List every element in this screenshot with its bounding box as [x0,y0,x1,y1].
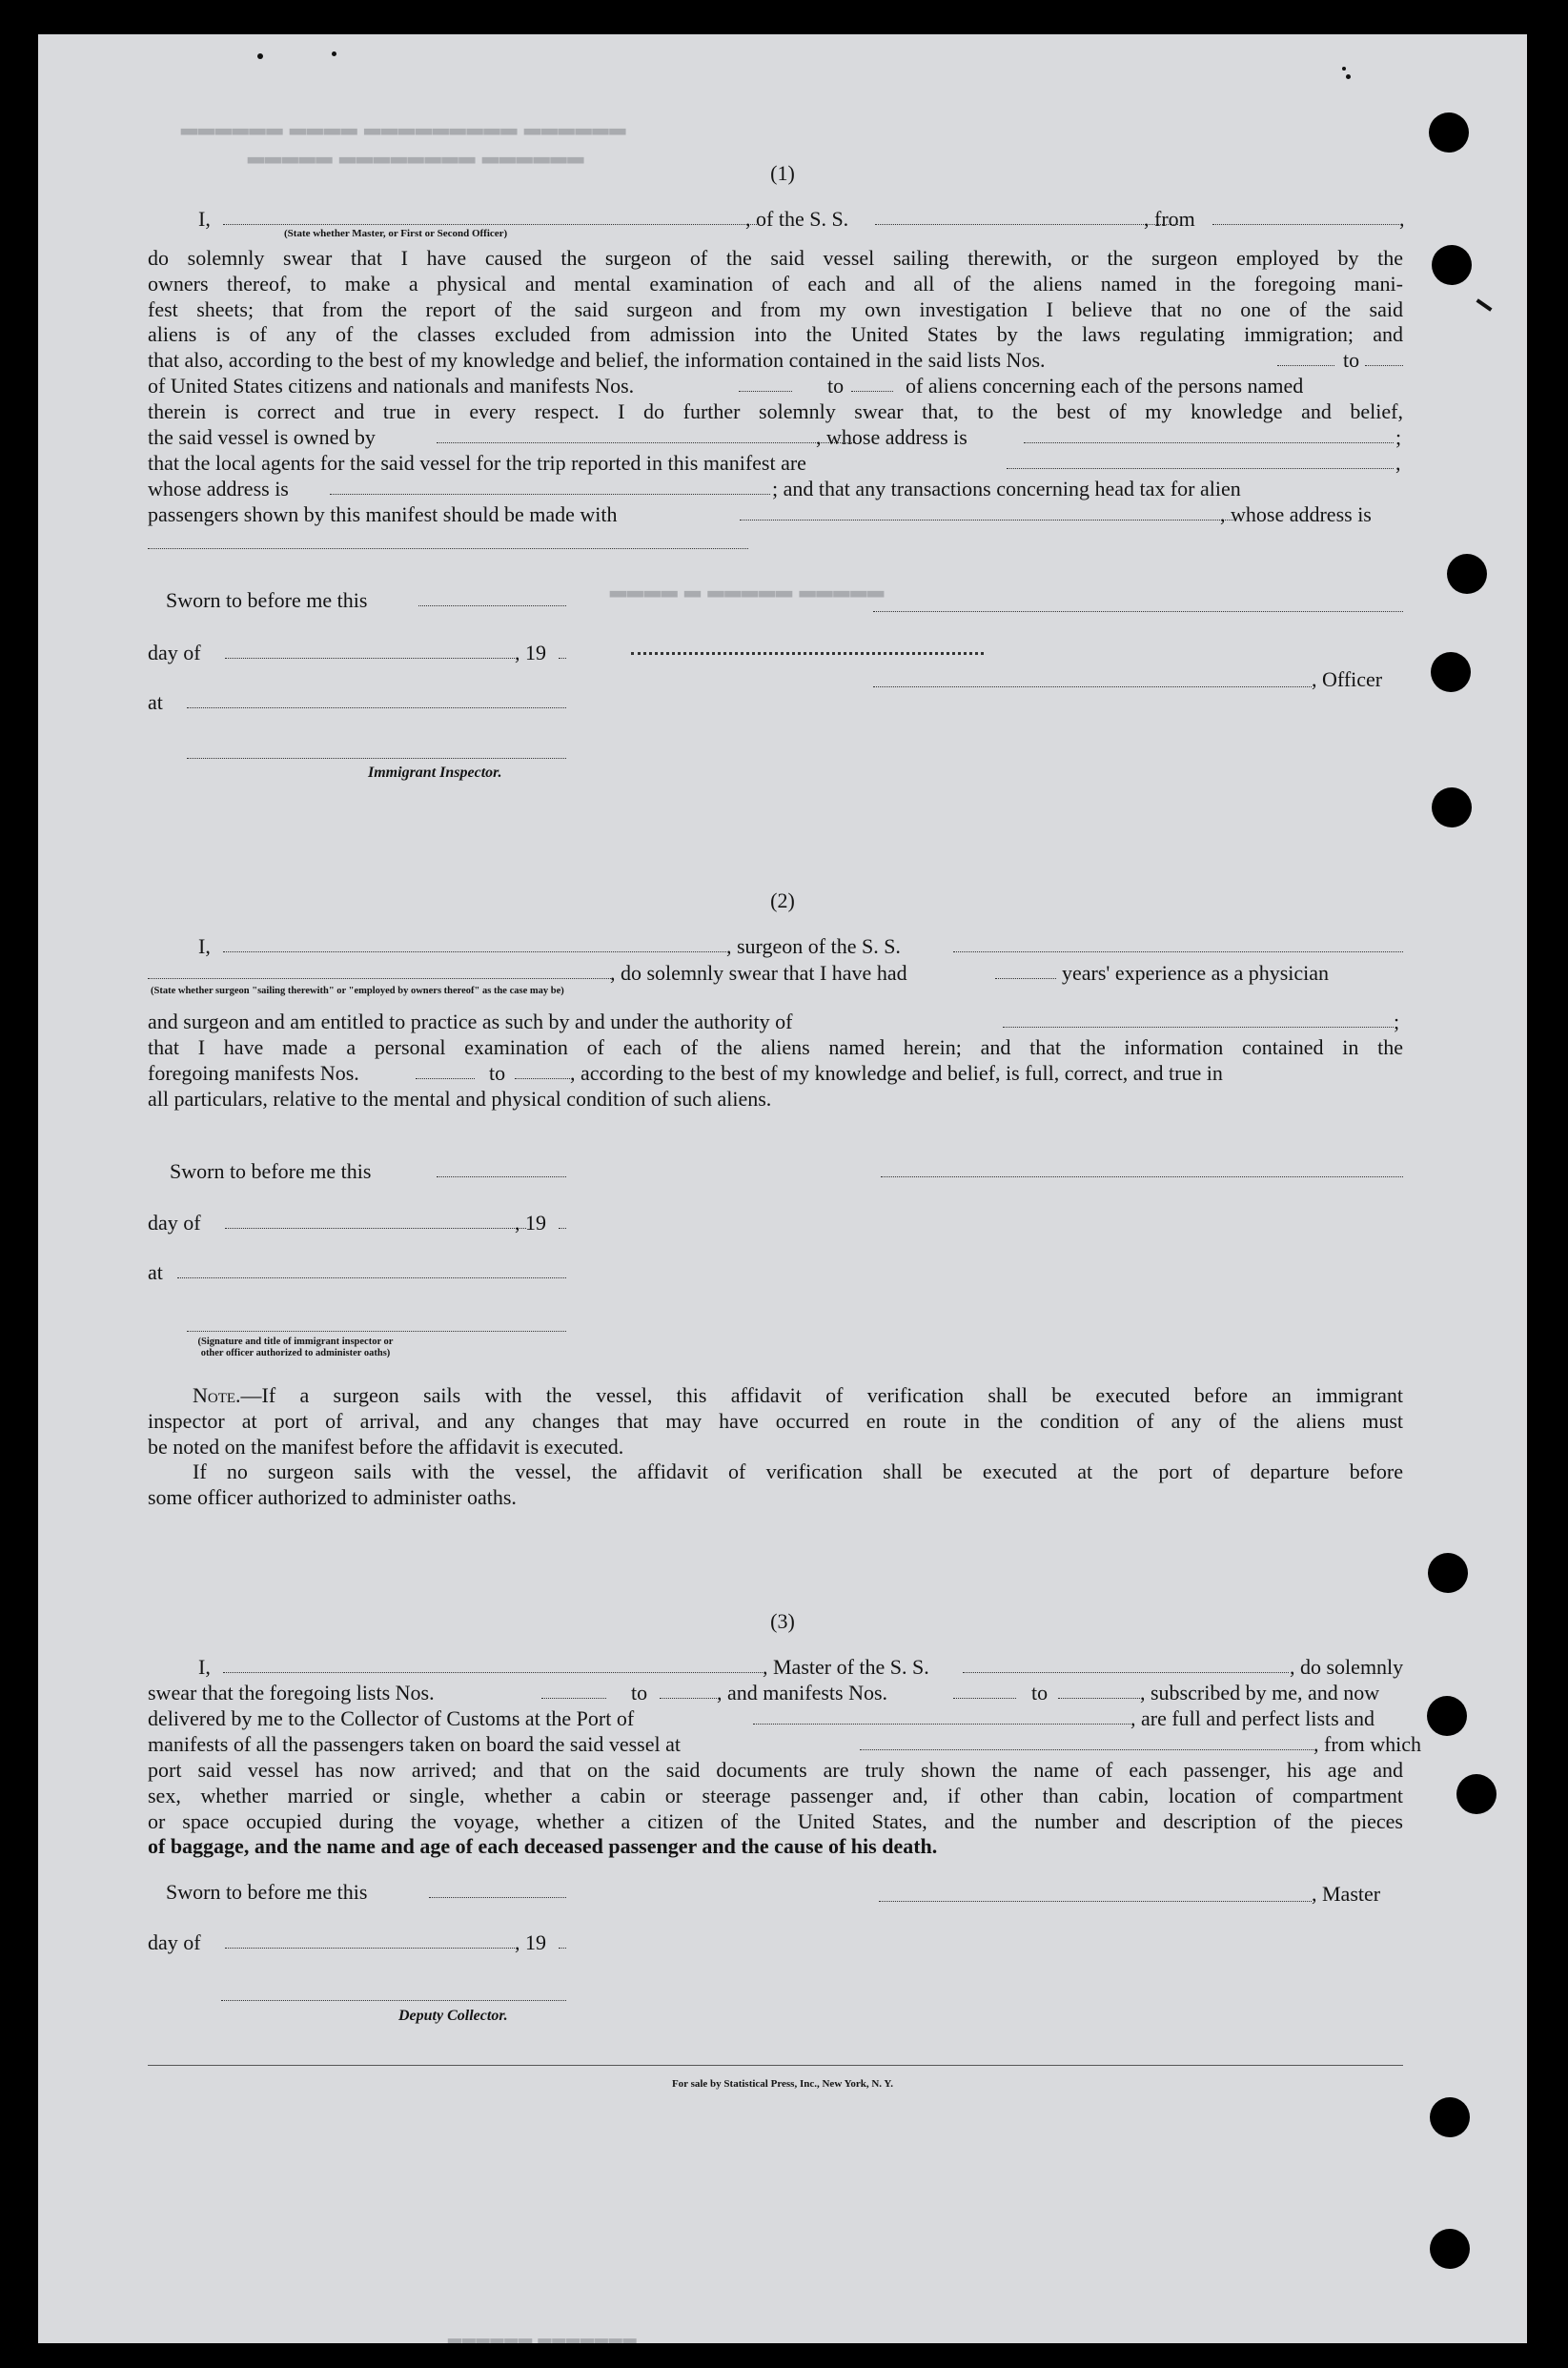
semicolon-2: ; [1394,1010,1400,1033]
lists-to-label: to [1343,348,1360,372]
at-label-2: at [148,1260,163,1284]
section-3-number: (3) [770,1609,795,1633]
signature-title-hint-line: other officer authorized to administer oaths) [200,1348,391,1358]
day-of-label-3: day of [148,1930,201,1954]
officer-title-field[interactable] [873,686,1312,687]
authorized-officer-signature-field[interactable] [187,1331,566,1332]
agent-address-field[interactable] [330,494,770,495]
full-perfect-text: , are full and perfect lists and [1130,1706,1375,1730]
section-1-oath-text-2 [148,399,1403,425]
section-3-i: I, [198,1655,211,1679]
punch-hole [1447,554,1487,594]
ink-speck [1346,74,1351,79]
head-tax-text: ; and that any transactions concerning head tax for alien [772,477,1241,500]
signature-title-hint-line: (Signature and title of immigrant inspector or [197,1337,394,1347]
from-label: , from [1144,207,1195,231]
ship-name-field[interactable] [875,224,1178,225]
punch-hole [1428,1553,1468,1593]
subscribed-text: , subscribed by me, and now [1140,1681,1380,1705]
note-text [148,1383,1403,1511]
note-line: inspector at port of arrival, and any changes that may have occurred en route in the condition of any of the aliens must [148,1408,1403,1433]
lists-nos-text: that also, according to the best of my knowledge and belief, the information contained in the said lists Nos. [148,348,1046,372]
sworn-day-field-2[interactable] [437,1176,566,1177]
local-agents-text: that the local agents for the said vessel for the trip reported in this manifest are [148,451,806,475]
head-tax-party-field[interactable] [740,520,1235,521]
port-of-customs-field[interactable] [753,1724,1130,1725]
agent-address-label: whose address is [148,477,289,500]
manifest-affidavit-page [38,34,1527,2343]
oath-line: or space occupied during the voyage, whether a citizen of the United States, and the number and description of the pieces [148,1808,1403,1833]
from-which-text: , from which [1313,1732,1422,1756]
practice-authority-text: and surgeon and am entitled to practice as such by and under the authority of [148,1010,793,1033]
whose-address-is-label: , whose address is [1220,502,1372,526]
surgeon-manifests-to-field[interactable] [515,1078,570,1079]
bleed-through-text: ▂▂▂▂▂ ▂▂▂▂▂▂▂▂ ▂▂▂▂▂▂ [248,139,585,163]
sworn-label-3: Sworn to before me this [166,1880,368,1904]
oath-line: that I have made a personal examination of each of the aliens named herein; and that the information contained in the [148,1035,1403,1059]
bleed-through-text: ▂▂▂▂ ▂ ▂▂▂▂▂ ▂▂▂▂▂ [610,573,886,597]
from-port-field[interactable] [1212,224,1399,225]
master-ship-field[interactable] [963,1672,1289,1673]
aliens-concerning-text: of aliens concerning each of the persons named [906,374,1304,398]
section-1-oath-text [148,246,1403,348]
day-of-label-2: day of [148,1211,201,1235]
owned-by-label: the said vessel is owned by [148,425,376,449]
passengers-shown-text: passengers shown by this manifest should be made with [148,502,618,526]
deputy-collector-label: Deputy Collector. [398,2008,508,2024]
note-line: If no surgeon sails with the vessel, the affidavit of verification shall be executed at the port of departure before [193,1460,1403,1484]
do-solemnly-text: , do solemnly [1290,1655,1404,1679]
oath-line: sex, whether married or single, whether a cabin or steerage passenger and, if other than cabin, location of compartment [148,1783,1403,1807]
delivered-text: delivered by me to the Collector of Customs at the Port of [148,1706,635,1730]
comma: , [1395,451,1401,475]
punch-hole [1432,787,1472,827]
surgeon-status-hint: (State whether surgeon "sailing therewith" or "employed by owners thereof" as the case may be) [151,986,564,996]
punch-hole [1431,652,1471,692]
manifests-from-field[interactable] [739,391,792,392]
punch-hole [1427,1696,1467,1736]
immigrant-inspector-label: Immigrant Inspector. [368,765,502,781]
section-3-oath-text [148,1758,1403,1860]
at-place-field-2[interactable] [177,1277,566,1278]
surgeon-ship-field[interactable] [953,951,1403,952]
note-line: some officer authorized to administer oaths. [148,1485,517,1510]
master-manifests-to-label: to [1031,1681,1049,1705]
section-2-i: I, [198,934,211,958]
oath-line: aliens is of any of the classes excluded from admission into the United States by the laws regulating immigration; and [148,322,1403,347]
master-of-ss-label: , Master of the S. S. [763,1655,929,1679]
ink-speck [1476,298,1492,312]
ink-speck [1342,67,1346,71]
year-field-3[interactable] [559,1948,566,1949]
master-lists-from-field[interactable] [541,1698,606,1699]
master-lists-to-label: to [631,1681,648,1705]
of-ss-label: , of the S. S. [745,207,849,231]
officer-label: , Officer [1312,667,1383,691]
oath-line: of baggage, and the name and age of each deceased passenger and the cause of his death. [148,1834,938,1859]
punch-hole [1430,2229,1470,2269]
sworn-label-2: Sworn to before me this [170,1159,372,1183]
officer-name-field[interactable] [223,224,759,225]
foregoing-manifests-label: foregoing manifests Nos. [148,1061,359,1085]
printer-imprint: For sale by Statistical Press, Inc., New York, N. Y. [671,2078,894,2090]
master-manifests-to-field[interactable] [1058,1698,1140,1699]
note-line [148,1383,1403,1409]
section-1-i: I, [198,207,211,231]
punch-hole [1432,245,1472,285]
particulars-text: all particulars, relative to the mental and physical condition of such aliens. [148,1087,772,1111]
surgeon-of-ss-label: , surgeon of the S. S. [726,934,901,958]
oath-line: therein is correct and true in every respect. I do further solemnly swear that, to the best of my knowledge and belief, [148,399,1403,423]
ink-speck [257,53,263,59]
lists-to-field[interactable] [1365,365,1403,366]
manifests-to-field[interactable] [851,391,893,392]
year-label-1: , 19 [515,641,546,664]
punch-hole [1456,1774,1497,1814]
at-label-1: at [148,690,163,714]
year-field-2[interactable] [559,1228,566,1229]
master-lists-to-field[interactable] [660,1698,717,1699]
bleed-through-text: ▂▂▂▂▂▂ ▂▂▂▂▂▂▂ [448,2324,638,2343]
day-of-month-field-2[interactable] [225,1228,526,1229]
and-manifests-label: , and manifests Nos. [717,1681,888,1705]
years-experience-field[interactable] [995,978,1056,979]
surgeon-manifests-from-field[interactable] [416,1078,475,1079]
sworn-label-1: Sworn to before me this [166,588,368,612]
taken-on-board-text: manifests of all the passengers taken on board the said vessel at [148,1732,682,1756]
oath-line: owners thereof, to make a physical and mental examination of each and all of the aliens named in the foregoing mani- [148,271,1403,296]
master-label: , Master [1312,1882,1381,1906]
oath-line: port said vessel has now arrived; and that on the said documents are truly shown the name of each passenger, his age and [148,1758,1403,1782]
master-signature-field[interactable] [879,1901,1312,1902]
year-label-3: , 19 [515,1930,546,1954]
section-2-oath-text [148,1035,1403,1061]
note-line-text: —If a surgeon sails with the vessel, this affidavit of verification shall be executed before an immigrant [240,1383,1403,1407]
year-field-1[interactable] [559,658,566,659]
semicolon: ; [1395,425,1402,449]
ink-speck [332,51,336,56]
signature-title-hint [172,1337,419,1359]
sworn-day-field-1[interactable] [418,605,566,606]
foregoing-lists-label: swear that the foregoing lists Nos. [148,1681,435,1705]
solemnly-swear-text: , do solemnly swear that I have had [610,961,907,985]
manifests-nos-text: of United States citizens and nationals and manifests Nos. [148,374,635,398]
master-manifests-from-field[interactable] [953,1698,1016,1699]
punch-hole [1429,112,1469,153]
officer-signature-field[interactable] [873,611,1403,612]
oath-line: fest sheets; that from the report of the said surgeon and from my own investigation I believe that no one of the said [148,296,1403,321]
surgeon-status-field[interactable] [148,978,611,979]
at-place-field-1[interactable] [187,707,566,708]
owner-field[interactable] [437,442,856,443]
punch-hole [1430,2097,1470,2137]
lists-from-field[interactable] [1277,365,1334,366]
head-tax-address-field[interactable] [148,548,748,549]
officer-rank-hint: (State whether Master, or First or Second Officer) [284,228,508,239]
oath-line: do solemnly swear that I have caused the surgeon of the said vessel sailing therewith, or the surgeon employed by the [148,246,1403,270]
note-label: Note. [193,1383,241,1407]
sworn-day-field-3[interactable] [429,1897,566,1898]
owner-address-field[interactable] [1024,442,1394,443]
master-name-field[interactable] [223,1672,763,1673]
year-label-2: , 19 [515,1211,546,1235]
footer-rule [148,2065,1403,2066]
port-of-departure-field[interactable] [860,1749,1313,1750]
years-experience-text: years' experience as a physician [1062,961,1330,985]
line-end-comma: , [1399,207,1405,231]
section-2-number: (2) [770,888,795,912]
according-text: , according to the best of my knowledge and belief, is full, correct, and true in [570,1061,1223,1085]
bleed-through-text: ▂▂▂▂▂▂ ▂▂▂▂ ▂▂▂▂▂▂▂▂▂ ▂▂▂▂▂▂ [181,111,627,134]
surgeon-manifests-to-label: to [489,1061,506,1085]
stamped-dotted-line [631,652,984,655]
surgeon-name-field[interactable] [223,951,726,952]
day-of-label-1: day of [148,641,201,664]
authority-field[interactable] [1003,1027,1394,1028]
deputy-collector-signature-field[interactable] [221,2000,566,2001]
day-of-month-field-1[interactable] [225,658,515,659]
local-agents-field[interactable] [1007,468,1394,469]
section-1-number: (1) [770,161,795,185]
day-of-month-field-3[interactable] [225,1948,515,1949]
inspector-signature-field[interactable] [187,758,566,759]
whose-address-label: , whose address is [816,425,967,449]
manifests-to-label: to [827,374,845,398]
note-line: be noted on the manifest before the affidavit is executed. [148,1434,624,1459]
surgeon-signature-field[interactable] [881,1176,1403,1177]
